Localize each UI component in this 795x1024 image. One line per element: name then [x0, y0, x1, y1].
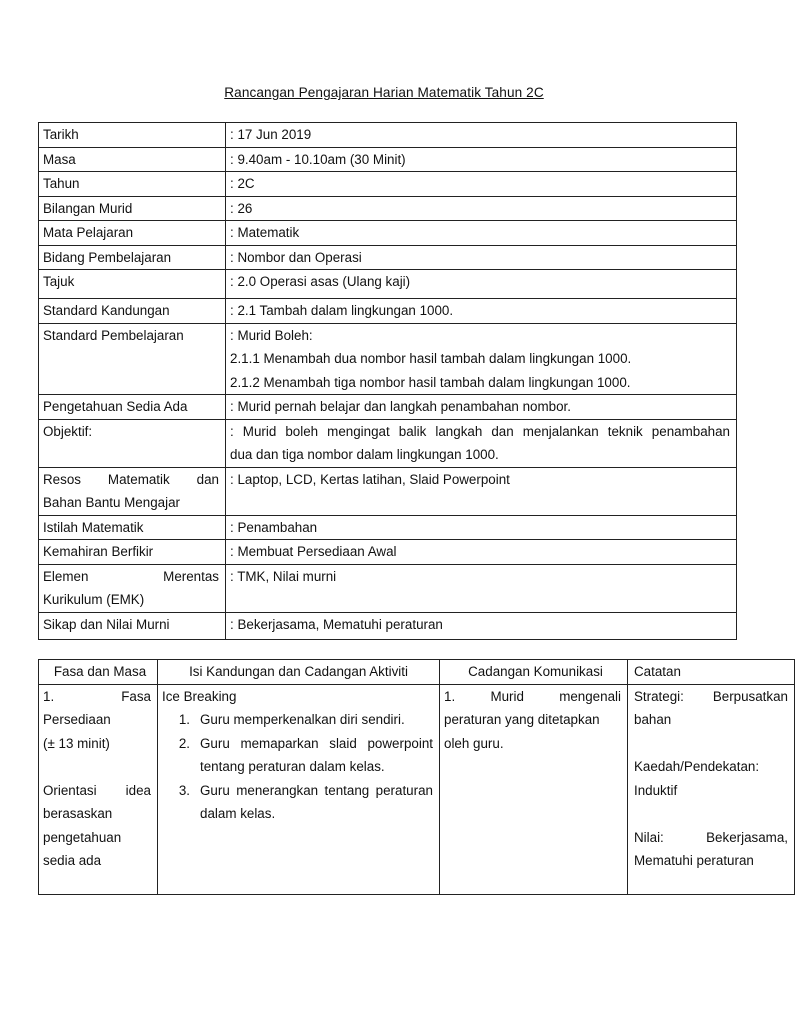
info-label: Tajuk — [39, 270, 226, 299]
text-line — [634, 685, 794, 709]
info-label: Pengetahuan Sedia Ada — [39, 395, 226, 420]
table-row — [39, 684, 795, 894]
info-label: Tarikh — [39, 123, 226, 148]
info-value: : 26 — [226, 196, 737, 221]
info-value: : Laptop, LCD, Kertas latihan, Slaid Powerpoint — [226, 467, 737, 515]
text-word: 1. — [444, 688, 456, 704]
info-label: Masa — [39, 147, 226, 172]
text-line: Kurikulum (EMK) — [43, 592, 145, 607]
table-row — [39, 564, 737, 612]
table-row — [39, 299, 737, 324]
lesson-plan-table — [38, 659, 795, 895]
text-line: (± 13 minit) — [43, 735, 110, 751]
info-label — [39, 564, 226, 612]
label-word: Elemen — [43, 568, 89, 584]
info-label: Standard Kandungan — [39, 299, 226, 324]
list-item — [162, 732, 439, 779]
info-label: Bilangan Murid — [39, 196, 226, 221]
list-text: Guru memaparkan slaid powerpoint tentang peraturan dalam kelas. — [200, 735, 433, 774]
text-word: mengenali — [559, 688, 621, 704]
table-row — [39, 196, 737, 221]
column-header: Catatan — [628, 660, 795, 685]
text-line — [444, 685, 627, 709]
column-header: Fasa dan Masa — [39, 660, 158, 685]
text-line: pengetahuan — [43, 829, 122, 845]
info-label: Kemahiran Berfikir — [39, 540, 226, 565]
spacer — [43, 755, 157, 779]
komunikasi-cell — [440, 684, 628, 894]
text-line: bahan — [634, 712, 672, 727]
lesson-info-table — [38, 122, 737, 640]
label-word: dan — [196, 471, 219, 487]
table-row — [39, 245, 737, 270]
label-word: Matematik — [107, 471, 170, 487]
text-line: Persediaan — [43, 712, 111, 727]
text-word: 1. — [43, 688, 55, 704]
isi-cell — [158, 684, 440, 894]
text-line — [634, 826, 794, 850]
text-line — [43, 779, 157, 803]
text-line: Bahan Bantu Mengajar — [43, 495, 180, 510]
info-label: Sikap dan Nilai Murni — [39, 612, 226, 639]
catatan-cell — [628, 684, 795, 894]
text-line — [43, 685, 157, 709]
text-word: Fasa — [121, 688, 151, 704]
label-word: Merentas — [163, 568, 219, 584]
list-text: Guru menerangkan tentang peraturan dalam kelas. — [200, 782, 433, 821]
text-line — [43, 468, 225, 492]
list-item — [162, 708, 439, 732]
info-label: Istilah Matematik — [39, 515, 226, 540]
table-row — [39, 323, 737, 395]
text-line: : Murid boleh mengingat balik langkah dan menjalankan teknik penambahan — [230, 423, 730, 439]
text-word: Strategi: — [634, 688, 684, 704]
table-row — [39, 270, 737, 299]
table-row — [39, 419, 737, 467]
info-value: : 17 Jun 2019 — [226, 123, 737, 148]
column-header: Cadangan Komunikasi — [440, 660, 628, 685]
list-item — [162, 779, 439, 826]
info-label: Mata Pelajaran — [39, 221, 226, 246]
text-line: sedia ada — [43, 853, 102, 868]
info-value — [226, 323, 737, 395]
text-word: Berpusatkan — [712, 688, 788, 704]
text-line: dua dan tiga nombor dalam lingkungan 1000. — [230, 447, 499, 462]
info-value: : TMK, Nilai murni — [226, 564, 737, 612]
info-value: : Matematik — [226, 221, 737, 246]
text-line: peraturan yang ditetapkan — [444, 712, 600, 727]
text-line: : Murid Boleh: — [230, 327, 313, 343]
table-row — [39, 540, 737, 565]
list-number: 3. — [178, 782, 190, 798]
info-value: : 9.40am - 10.10am (30 Minit) — [226, 147, 737, 172]
table-row — [39, 123, 737, 148]
info-label: Tahun — [39, 172, 226, 197]
table-row — [39, 612, 737, 639]
table-row — [39, 172, 737, 197]
list-number: 1. — [178, 712, 190, 727]
table-row — [39, 147, 737, 172]
fasa-cell — [39, 684, 158, 894]
text-line — [43, 565, 225, 589]
info-label: Bidang Pembelajaran — [39, 245, 226, 270]
info-value: : 2C — [226, 172, 737, 197]
text-word: Bekerjasama, — [706, 829, 788, 845]
table-row — [39, 467, 737, 515]
info-label: Standard Pembelajaran — [39, 323, 226, 395]
column-header: Isi Kandungan dan Cadangan Aktiviti — [158, 660, 440, 685]
text-line: Induktif — [634, 782, 678, 798]
text-word: Nilai: — [634, 829, 664, 845]
spacer — [634, 732, 794, 756]
table-header-row — [39, 660, 795, 685]
table-row — [39, 395, 737, 420]
text-line: Mematuhi peraturan — [634, 853, 754, 868]
text-line: Kaedah/Pendekatan: — [634, 759, 760, 774]
info-value: : Membuat Persediaan Awal — [226, 540, 737, 565]
text-word: idea — [125, 782, 151, 798]
table-row — [39, 515, 737, 540]
text-line: 2.1.1 Menambah dua nombor hasil tambah dalam lingkungan 1000. — [230, 351, 632, 366]
info-value: : Murid pernah belajar dan langkah penambahan nombor. — [226, 395, 737, 420]
text-word: Orientasi — [43, 782, 97, 798]
activity-heading: Ice Breaking — [162, 688, 237, 704]
spacer — [634, 802, 794, 826]
info-label: Objektif: — [39, 419, 226, 467]
list-number: 2. — [178, 735, 190, 751]
list-text: Guru memperkenalkan diri sendiri. — [200, 712, 405, 727]
info-value: : Bekerjasama, Mematuhi peraturan — [226, 612, 737, 639]
info-value — [226, 419, 737, 467]
text-word: Murid — [490, 688, 524, 704]
table-row — [39, 221, 737, 246]
text-line: berasaskan — [43, 806, 113, 821]
info-value: : Nombor dan Operasi — [226, 245, 737, 270]
page-title: Rancangan Pengajaran Harian Matematik Tahun 2C — [224, 85, 544, 100]
text-line: oleh guru. — [444, 735, 504, 751]
text-line: 2.1.2 Menambah tiga nombor hasil tambah dalam lingkungan 1000. — [230, 374, 631, 390]
label-word: Resos — [43, 471, 81, 487]
info-value: : 2.1 Tambah dalam lingkungan 1000. — [226, 299, 737, 324]
info-value: : 2.0 Operasi asas (Ulang kaji) — [226, 270, 737, 299]
activity-list — [162, 708, 439, 826]
info-label — [39, 467, 226, 515]
info-value: : Penambahan — [226, 515, 737, 540]
